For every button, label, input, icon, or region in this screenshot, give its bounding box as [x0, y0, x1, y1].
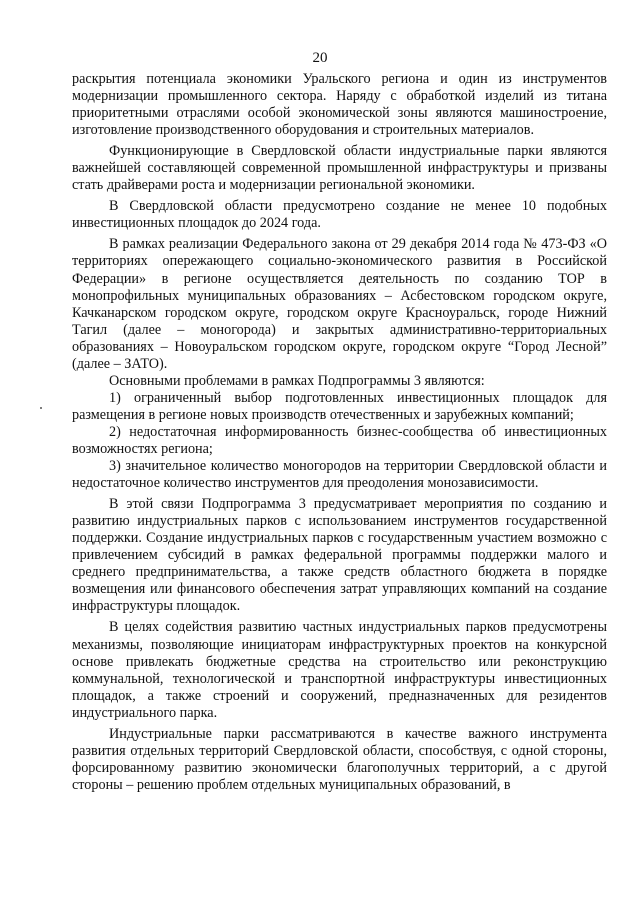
paragraph-industrial-parks: Функционирующие в Свердловской области индустриальные парки являются важнейшей составляющей современной промышленной инфраструктуры и призваны стать драйверами роста и модернизации региональной экономики.: [72, 143, 607, 194]
list-item-problem-3: 3) значительное количество моногородов на территории Свердловской области и недостаточное количество инструментов для преодоления монозависимости.: [72, 458, 607, 492]
paragraph-territory-development: Индустриальные парки рассматриваются в качестве важного инструмента развития отдельных территорий Свердловской области, способствуя, с одной стороны, форсированному развитию экономически благополучных территорий, а с другой стороны – решению проблем отдельных муниципальных образований, в: [72, 725, 607, 793]
page-number: 20: [312, 50, 328, 66]
paragraph-federal-law: В рамках реализации Федерального закона от 29 декабря 2014 года № 473-ФЗ «О территориях опережающего социально-экономического развития в Российской Федерации» в регионе осуществляется деятельность по созданию ТОР в монопрофильных муниципальных образованиях – Асбестовском городском округе, Качканарском городском округе, городском округе Красноуральск, городе Нижний Тагил (далее – моногорода) и закрытых административно-территориальных образованиях – Новоуральском городском округе, городском округе “Город Лесной” (далее – ЗАТО).: [72, 236, 607, 372]
paragraph-investment-sites: В Свердловской области предусмотрено создание не менее 10 подобных инвестиционных площадок до 2024 года.: [72, 198, 607, 232]
scan-speck: [40, 407, 42, 409]
paragraph-subprogram-measures: В этой связи Подпрограмма 3 предусматривает мероприятия по созданию и развитию индустриальных парков с использованием инструментов государственной поддержки. Создание индустриальных парков с государственным участием возможно с привлечением субсидий в рамках федеральной программы поддержки малого и среднего предпринимательства, а также средств областного бюджета в порядке возмещения или финансового обеспечения затрат управляющих компаний на создание инфраструктуры площадок.: [72, 496, 607, 615]
paragraph-private-parks: В целях содействия развитию частных индустриальных парков предусмотрены механизмы, позволяющие инициаторам инфраструктурных проектов на конкурсной основе привлекать бюджетные средства на строительство или реконструкцию коммунальной, технологической и транспортной инфраструктуры инвестиционных площадок, а также строений и сооружений, предназначенных для резидентов индустриального парка.: [72, 619, 607, 721]
paragraph-continuation: раскрытия потенциала экономики Уральского региона и один из инструментов модернизации промышленного сектора. Наряду с обработкой изделий из титана приоритетными отраслями особой экономической зоны являются машиностроение, изготовление производственного оборудования и строительных материалов.: [72, 71, 607, 139]
paragraph-problems-intro: Основными проблемами в рамках Подпрограммы 3 являются:: [109, 372, 485, 389]
body-text: [72, 71, 607, 794]
list-item-problem-1: 1) ограниченный выбор подготовленных инвестиционных площадок для размещения в регионе новых производств отечественных и зарубежных компаний;: [72, 389, 607, 423]
list-item-problem-2: 2) недостаточная информированность бизнес-сообщества об инвестиционных возможностях региона;: [72, 423, 607, 457]
